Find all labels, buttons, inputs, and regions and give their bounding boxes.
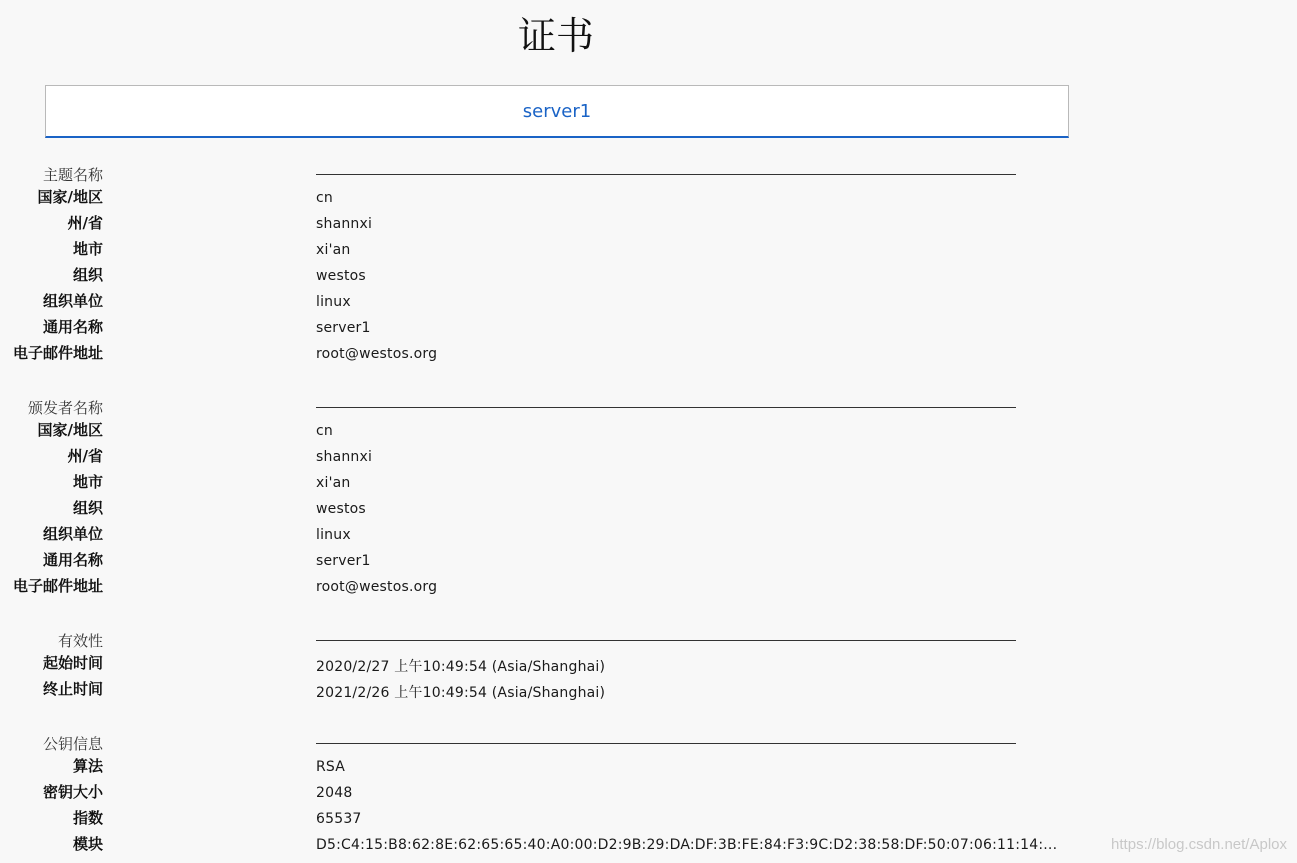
field-label: 组织单位 <box>42 292 103 310</box>
field-label: 地市 <box>72 240 103 258</box>
field-label: 电子邮件地址 <box>12 344 103 362</box>
section-divider <box>316 640 1016 641</box>
field-row-common-name <box>0 316 1100 342</box>
field-row-locality <box>0 238 1100 264</box>
field-row-not-after <box>0 678 1100 704</box>
field-label: 通用名称 <box>42 551 103 569</box>
field-value: 2020/2/27 上午10:49:54 (Asia/Shanghai) <box>316 659 606 675</box>
field-label: 算法 <box>72 757 103 775</box>
field-label: 组织单位 <box>42 525 103 543</box>
field-value: root@westos.org <box>316 579 438 595</box>
field-label: 州/省 <box>67 214 103 232</box>
section-spacer <box>0 368 1100 393</box>
field-value: xi'an <box>316 475 351 491</box>
field-value: 2021/2/26 上午10:49:54 (Asia/Shanghai) <box>316 685 606 701</box>
field-row-locality <box>0 471 1100 497</box>
field-label: 组织 <box>72 266 103 284</box>
field-value: westos <box>316 501 366 517</box>
section-divider <box>316 174 1016 175</box>
field-row-not-before <box>0 652 1100 678</box>
field-value: cn <box>316 423 333 439</box>
section-public-key-info <box>0 729 1100 859</box>
field-value: D5:C4:15:B8:62:8E:62:65:65:40:A0:00:D2:9B:29:DA:DF:3B:FE:84:F3:9C:D2:38:58:DF:50:07:06:11:14:... <box>316 837 1058 853</box>
field-row-country <box>0 186 1100 212</box>
section-divider <box>316 407 1016 408</box>
field-label: 地市 <box>72 473 103 491</box>
certificate-details <box>0 160 1100 859</box>
section-header <box>0 393 1100 419</box>
watermark: https://blog.csdn.net/Aplox <box>1111 836 1287 853</box>
field-label: 通用名称 <box>42 318 103 336</box>
field-row-organizational-unit <box>0 523 1100 549</box>
section-title: 公钥信息 <box>42 735 103 753</box>
field-label: 电子邮件地址 <box>12 577 103 595</box>
field-row-exponent <box>0 807 1100 833</box>
field-row-modulus <box>0 833 1100 859</box>
tab-server1[interactable]: server1 <box>522 101 592 122</box>
field-value: shannxi <box>316 216 373 232</box>
section-issuer-name <box>0 393 1100 601</box>
field-value: linux <box>316 527 351 543</box>
field-label: 组织 <box>72 499 103 517</box>
field-row-state <box>0 445 1100 471</box>
section-title: 有效性 <box>57 632 103 650</box>
field-label: 国家/地区 <box>37 188 103 206</box>
field-row-algorithm <box>0 755 1100 781</box>
field-row-email <box>0 575 1100 601</box>
page-title: 证书 <box>517 14 594 58</box>
field-row-state <box>0 212 1100 238</box>
field-label: 模块 <box>72 835 103 853</box>
field-value: cn <box>316 190 333 206</box>
field-label: 起始时间 <box>42 654 103 672</box>
section-spacer <box>0 601 1100 626</box>
field-value: shannxi <box>316 449 373 465</box>
field-label: 州/省 <box>67 447 103 465</box>
field-label: 国家/地区 <box>37 421 103 439</box>
field-row-organization <box>0 264 1100 290</box>
field-row-country <box>0 419 1100 445</box>
tab-bar <box>45 85 1069 138</box>
field-value: root@westos.org <box>316 346 438 362</box>
section-validity <box>0 626 1100 704</box>
section-title: 主题名称 <box>42 166 103 184</box>
field-row-organizational-unit <box>0 290 1100 316</box>
field-value: linux <box>316 294 351 310</box>
field-row-key-size <box>0 781 1100 807</box>
field-value: server1 <box>316 553 371 569</box>
section-header <box>0 160 1100 186</box>
section-header <box>0 729 1100 755</box>
field-value: xi'an <box>316 242 351 258</box>
field-value: 65537 <box>316 811 362 827</box>
field-label: 终止时间 <box>42 680 103 698</box>
field-row-organization <box>0 497 1100 523</box>
section-divider <box>316 743 1016 744</box>
field-row-common-name <box>0 549 1100 575</box>
section-spacer <box>0 704 1100 729</box>
field-value: westos <box>316 268 366 284</box>
field-value: server1 <box>316 320 371 336</box>
field-value: RSA <box>316 759 346 775</box>
section-subject-name <box>0 160 1100 368</box>
field-label: 密钥大小 <box>42 783 103 801</box>
field-label: 指数 <box>72 809 103 827</box>
section-header <box>0 626 1100 652</box>
field-row-email <box>0 342 1100 368</box>
field-value: 2048 <box>316 785 353 801</box>
section-title: 颁发者名称 <box>27 399 103 417</box>
